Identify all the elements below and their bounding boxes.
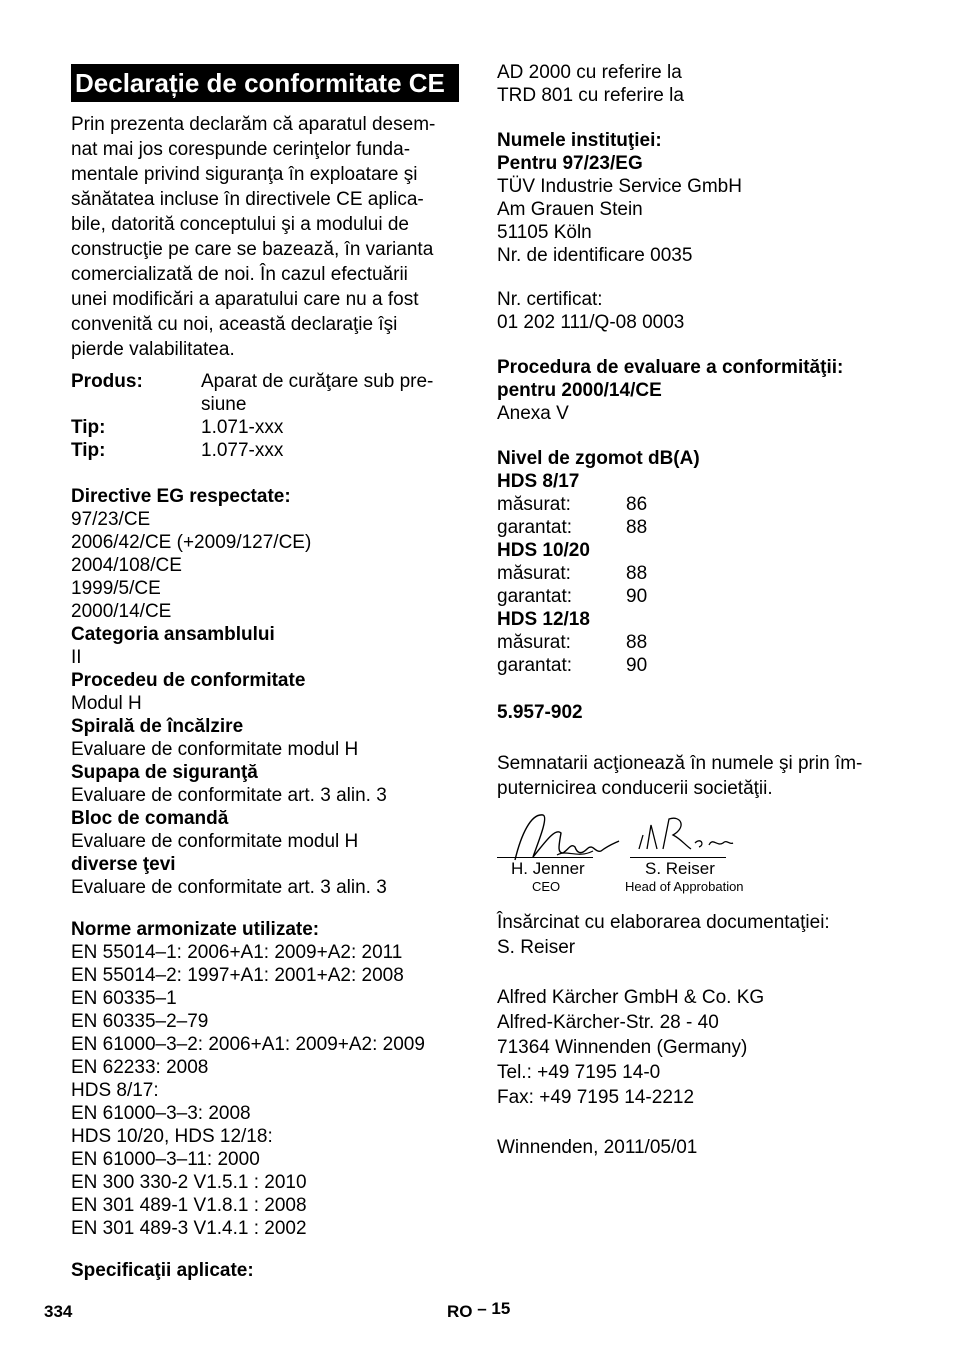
noise-model-name: HDS 8/17 xyxy=(497,471,580,492)
noise-guaranteed-value: 88 xyxy=(626,517,648,538)
signatory-name: H. Jenner xyxy=(511,859,585,878)
spec-item: AD 2000 cu referire la xyxy=(497,62,682,83)
noise-measured-label: măsurat: xyxy=(497,632,571,653)
type-value: 1.077-xxx xyxy=(201,440,284,461)
procedure-heading: Procedura de evaluare a conformităţii: xyxy=(497,357,844,378)
product-table xyxy=(71,370,463,462)
signatories-text xyxy=(497,751,862,801)
intro-paragraph xyxy=(71,112,463,362)
company-line: 71364 Winnenden (Germany) xyxy=(497,1037,748,1058)
institution-line: Nr. de identificare 0035 xyxy=(497,245,693,266)
noise-measured-row xyxy=(497,493,700,516)
procedure-block xyxy=(497,356,843,425)
noise-guaranteed-value: 90 xyxy=(626,655,648,676)
institution-line: Am Grauen Stein xyxy=(497,199,643,220)
section-value: II xyxy=(71,647,82,668)
documentation-block xyxy=(497,910,830,960)
specs-heading: Specificaţii aplicate: xyxy=(71,1260,254,1281)
section-value: Evaluare de conformitate modul H xyxy=(71,831,359,852)
product-label: Produs: xyxy=(71,371,143,392)
section-heading: Supapa de siguranţă xyxy=(71,762,258,783)
company-line: Tel.: +49 7195 14-0 xyxy=(497,1062,661,1083)
directives-block xyxy=(71,485,387,899)
institution-subheading: Pentru 97/23/EG xyxy=(497,153,643,174)
noise-measured-row xyxy=(497,562,700,585)
directive-item: 2006/42/CE (+2009/127/CE) xyxy=(71,532,312,553)
noise-measured-value: 88 xyxy=(626,563,648,584)
certificate-label: Nr. certificat: xyxy=(497,289,603,310)
directive-item: 1999/5/CE xyxy=(71,578,161,599)
signatories-line: Semnatarii acţionează în numele şi prin îm- xyxy=(497,753,863,774)
intro-line: bile, datorită conceptului şi a modului de xyxy=(71,214,409,235)
directive-item: 97/23/CE xyxy=(71,509,151,530)
intro-line: unei modificări a aparatului care nu a fost xyxy=(71,289,419,310)
section-value: Modul H xyxy=(71,693,142,714)
type-row xyxy=(71,439,463,462)
norm-item: EN 55014–1: 2006+A1: 2009+A2: 2011 xyxy=(71,942,403,963)
signatory-role: Head of Approbation xyxy=(625,879,744,894)
norm-item: EN 300 330-2 V1.5.1 : 2010 xyxy=(71,1172,307,1193)
noise-measured-row xyxy=(497,631,700,654)
norm-item: EN 301 489-3 V1.4.1 : 2002 xyxy=(71,1218,307,1239)
directive-item: 2000/14/CE xyxy=(71,601,172,622)
section-heading: Bloc de comandă xyxy=(71,808,229,829)
section-value: Evaluare de conformitate art. 3 alin. 3 xyxy=(71,877,387,898)
product-value-line: siune xyxy=(201,394,247,415)
certificate-block xyxy=(497,288,684,334)
norm-item: EN 60335–2–79 xyxy=(71,1011,209,1032)
company-line: Alfred-Kärcher-Str. 28 - 40 xyxy=(497,1012,719,1033)
noise-measured-label: măsurat: xyxy=(497,494,571,515)
noise-guaranteed-value: 90 xyxy=(626,586,648,607)
norm-item: EN 301 489-1 V1.8.1 : 2008 xyxy=(71,1195,307,1216)
jenner-signature-flourish xyxy=(557,851,593,855)
signatures-area xyxy=(497,805,757,900)
company-line: Alfred Kärcher GmbH & Co. KG xyxy=(497,987,765,1008)
noise-guaranteed-label: garantat: xyxy=(497,655,572,676)
norm-item: EN 62233: 2008 xyxy=(71,1057,209,1078)
section-heading: diverse ţevi xyxy=(71,854,176,875)
noise-guaranteed-label: garantat: xyxy=(497,517,572,538)
norm-item: HDS 10/20, HDS 12/18: xyxy=(71,1126,273,1147)
norm-item: EN 61000–3–3: 2008 xyxy=(71,1103,251,1124)
section-heading: Procedeu de conformitate xyxy=(71,670,306,691)
noise-measured-label: măsurat: xyxy=(497,563,571,584)
directive-item: 2004/108/CE xyxy=(71,555,182,576)
noise-block xyxy=(497,447,700,677)
norm-item: EN 61000–3–2: 2006+A1: 2009+A2: 2009 xyxy=(71,1034,425,1055)
norm-item: EN 55014–2: 1997+A1: 2001+A2: 2008 xyxy=(71,965,404,986)
language-code: RO xyxy=(447,1302,473,1321)
product-row xyxy=(71,370,463,416)
institution-line: TÜV Industrie Service GmbH xyxy=(497,176,742,197)
documentation-label: Însărcinat cu elaborarea documentaţiei: xyxy=(497,912,830,933)
noise-model-name: HDS 10/20 xyxy=(497,540,590,561)
page-number: 334 xyxy=(44,1302,73,1321)
noise-model-name: HDS 12/18 xyxy=(497,609,590,630)
spec-item: TRD 801 cu referire la xyxy=(497,85,684,106)
intro-line: nat mai jos corespunde cerinţelor funda- xyxy=(71,139,411,160)
noise-guaranteed-row xyxy=(497,654,700,677)
certificate-value: 01 202 111/Q-08 0003 xyxy=(497,312,685,333)
signatory-role: CEO xyxy=(532,879,561,894)
documentation-name: S. Reiser xyxy=(497,937,576,958)
section-page: – 15 xyxy=(477,1299,511,1318)
norm-item: HDS 8/17: xyxy=(71,1080,159,1101)
noise-heading: Nivel de zgomot dB(A) xyxy=(497,448,700,469)
procedure-subheading: pentru 2000/14/CE xyxy=(497,380,662,401)
specs-items xyxy=(497,61,684,107)
norm-item: EN 61000–3–11: 2000 xyxy=(71,1149,260,1170)
intro-line: mentale privind siguranţa în exploatare şi xyxy=(71,164,418,185)
section-heading: Categoria ansamblului xyxy=(71,624,275,645)
noise-guaranteed-label: garantat: xyxy=(497,586,572,607)
place-date: Winnenden, 2011/05/01 xyxy=(497,1137,698,1158)
institution-block xyxy=(497,129,742,267)
section-heading: Spirală de încălzire xyxy=(71,716,244,737)
product-value xyxy=(201,370,463,416)
norms-block xyxy=(71,918,425,1240)
norm-item: EN 60335–1 xyxy=(71,988,177,1009)
type-value: 1.071-xxx xyxy=(201,417,284,438)
directives-heading: Directive EG respectate: xyxy=(71,486,291,507)
section-value: Evaluare de conformitate modul H xyxy=(71,739,359,760)
intro-line: convenită cu noi, această declaraţie îşi xyxy=(71,314,398,335)
norms-heading: Norme armonizate utilizate: xyxy=(71,919,320,940)
signatories-line: puternicirea conducerii societăţii. xyxy=(497,778,773,799)
signatory-name: S. Reiser xyxy=(645,859,715,878)
noise-measured-value: 88 xyxy=(626,632,648,653)
noise-measured-value: 86 xyxy=(626,494,648,515)
type-label: Tip: xyxy=(71,417,106,438)
intro-line: sănătatea incluse în directivele CE aplica- xyxy=(71,189,424,210)
intro-line: comercializată de noi. În cazul efectuării xyxy=(71,264,408,285)
intro-line: pierde valabilitatea. xyxy=(71,339,235,360)
footer-language xyxy=(447,1300,510,1323)
noise-guaranteed-row xyxy=(497,516,700,539)
institution-line: 51105 Köln xyxy=(497,222,592,243)
reiser-signature-stroke xyxy=(639,818,733,849)
page-title: Declarație de conformitate CE xyxy=(71,64,459,102)
product-value-line: Aparat de curăţare sub pre- xyxy=(201,371,434,392)
document-number: 5.957-902 xyxy=(497,702,583,723)
type-row xyxy=(71,416,463,439)
institution-heading: Numele instituţiei: xyxy=(497,130,662,151)
type-label: Tip: xyxy=(71,440,106,461)
noise-guaranteed-row xyxy=(497,585,700,608)
company-address xyxy=(497,985,764,1110)
section-value: Evaluare de conformitate art. 3 alin. 3 xyxy=(71,785,387,806)
company-line: Fax: +49 7195 14-2212 xyxy=(497,1087,695,1108)
intro-line: construcţie pe care se bazează, în varianta xyxy=(71,239,434,260)
procedure-value: Anexa V xyxy=(497,403,569,424)
intro-line: Prin prezenta declarăm că aparatul desem- xyxy=(71,114,436,135)
